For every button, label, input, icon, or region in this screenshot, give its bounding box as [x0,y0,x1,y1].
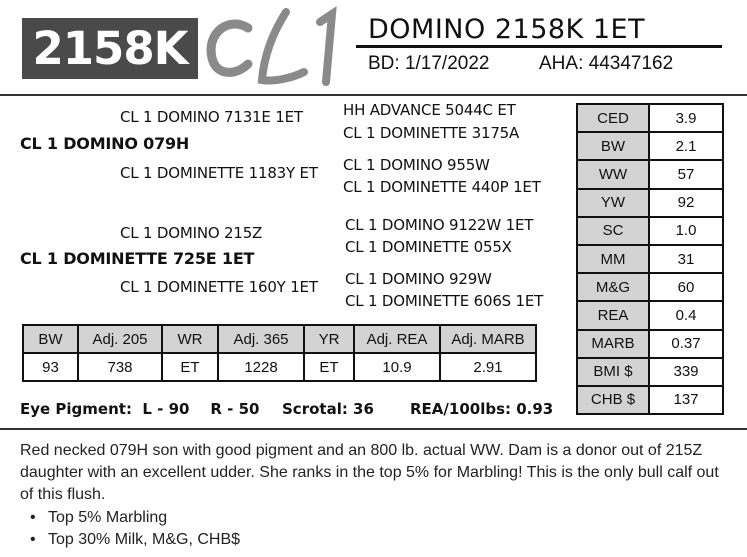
value-cell: 1228 [218,353,304,381]
epd-label: BW [577,132,649,160]
epd-value: 137 [649,386,723,414]
pedigree-sire-dam-sire: CL 1 DOMINO 955W [343,156,490,174]
epd-table [576,103,724,415]
rea-per-100: REA/100lbs: 0.93 [410,400,554,418]
epd-row [577,104,723,132]
header-cell: Adj. 365 [218,325,304,353]
epd-row [577,273,723,301]
epd-label: M&G [577,273,649,301]
animal-name: DOMINO 2158K 1ET [368,14,646,45]
epd-value: 60 [649,273,723,301]
scrotal: Scrotal: 36 [282,400,374,418]
epd-label: WW [577,160,649,188]
eye-pigment: Eye Pigment: L - 90 R - 50 [20,400,260,418]
performance-value-row [23,353,536,381]
header-cell: Adj. 205 [78,325,162,353]
list-item [30,529,240,551]
epd-value: 31 [649,245,723,273]
epd-value: 1.0 [649,217,723,245]
epd-row [577,301,723,329]
epd-label: CHB $ [577,386,649,414]
epd-row [577,245,723,273]
epd-value: 57 [649,160,723,188]
pedigree-sire-sire-sire: HH ADVANCE 5044C ET [343,101,516,119]
value-cell: 93 [23,353,78,381]
pedigree-dam-dam-dam: CL 1 DOMINETTE 606S 1ET [345,292,544,310]
header-rule [356,45,722,48]
list-item-text: Top 30% Milk, M&G, CHB$ [48,531,241,548]
list-item [30,507,240,529]
cl1-logo [200,6,350,88]
epd-label: BMI $ [577,358,649,386]
pedigree-dam-sire-sire: CL 1 DOMINO 9122W 1ET [345,216,534,234]
divider [0,94,747,96]
epd-value: 0.4 [649,301,723,329]
epd-row [577,217,723,245]
pedigree-dam-sire: CL 1 DOMINO 215Z [120,224,263,242]
epd-value: 92 [649,189,723,217]
pedigree-sire-sire: CL 1 DOMINO 7131E 1ET [120,108,303,126]
epd-row [577,358,723,386]
lot-number: 2158K [22,18,198,79]
pedigree-dam-dam-sire: CL 1 DOMINO 929W [345,270,492,288]
birth-date: BD: 1/17/2022 [368,53,490,74]
value-cell: ET [304,353,354,381]
pedigree-sire-dam-dam: CL 1 DOMINETTE 440P 1ET [343,178,541,196]
epd-row [577,330,723,358]
epd-value: 2.1 [649,132,723,160]
aha-number: AHA: 44347162 [539,53,674,74]
list-item-text: Top 5% Marbling [48,509,168,526]
value-cell: 738 [78,353,162,381]
epd-label: YW [577,189,649,217]
epd-value: 3.9 [649,104,723,132]
epd-label: REA [577,301,649,329]
epd-label: MARB [577,330,649,358]
header-cell: Adj. MARB [440,325,536,353]
epd-row [577,160,723,188]
pedigree-sire: CL 1 DOMINO 079H [20,134,190,153]
pedigree-dam-dam: CL 1 DOMINETTE 160Y 1ET [120,278,318,296]
epd-row [577,386,723,414]
pedigree-dam: CL 1 DOMINETTE 725E 1ET [20,249,255,268]
value-cell: ET [162,353,218,381]
highlights-list [30,507,240,551]
lot-notes: Red necked 079H son with good pigment and an 800 lb. actual WW. Dam is a donor out of 215Z daughter with an excellent udder. She ranks in the top 5% for Marbling! This is the only bull calf out of this flush. [20,442,719,503]
header-cell: WR [162,325,218,353]
performance-header-row [23,325,536,353]
header-cell: Adj. REA [354,325,440,353]
epd-row [577,189,723,217]
epd-label: CED [577,104,649,132]
header-cell: BW [23,325,78,353]
value-cell: 2.91 [440,353,536,381]
value-cell: 10.9 [354,353,440,381]
header-cell: YR [304,325,354,353]
performance-table [22,324,537,382]
epd-row [577,132,723,160]
pedigree-sire-dam: CL 1 DOMINETTE 1183Y ET [120,164,318,182]
divider [0,428,747,430]
pedigree-dam-sire-dam: CL 1 DOMINETTE 055X [345,238,512,256]
bullet-icon: • [30,531,36,548]
bullet-icon: • [30,509,36,526]
epd-value: 0.37 [649,330,723,358]
epd-label: SC [577,217,649,245]
pedigree-sire-sire-dam: CL 1 DOMINETTE 3175A [343,124,520,142]
epd-label: MM [577,245,649,273]
epd-value: 339 [649,358,723,386]
